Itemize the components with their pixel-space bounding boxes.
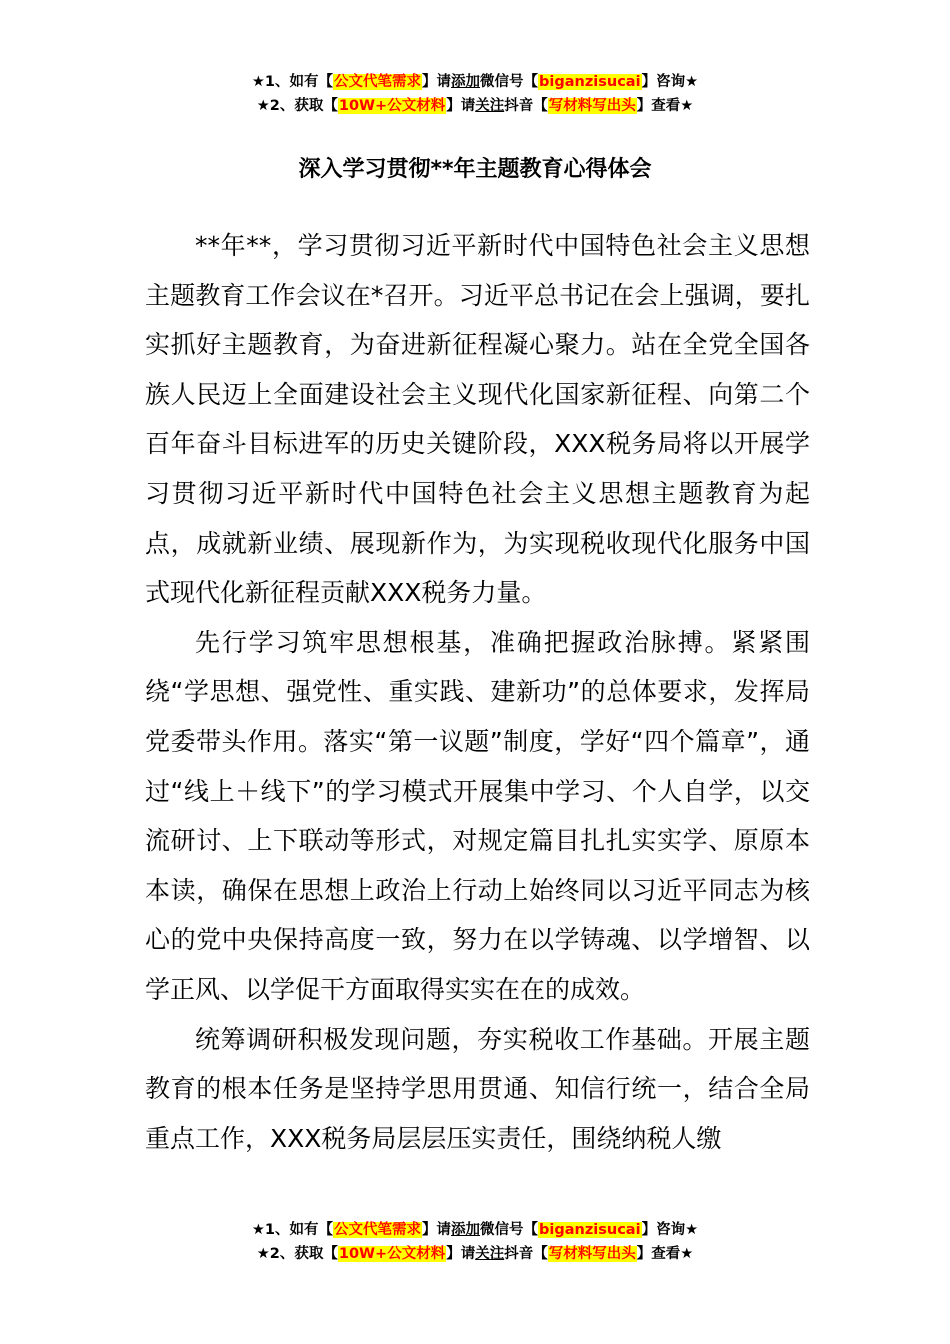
document-body	[145, 221, 810, 1163]
promo-text: 】请	[446, 98, 476, 114]
promo-text: 】请	[422, 1222, 452, 1238]
promo-text: 微信号【	[480, 1222, 539, 1238]
promo-text: ★2、获取【	[256, 1246, 338, 1262]
promo-banner-bottom	[0, 1218, 950, 1266]
promo-highlight-douyin: 写材料写出头	[548, 1246, 636, 1262]
promo-line-1	[0, 70, 950, 94]
promo-text: 】咨询★	[641, 74, 699, 90]
promo-text: 】请	[422, 74, 452, 90]
promo-underlined: 关注	[475, 1246, 505, 1262]
promo-underlined: 添加	[451, 1222, 481, 1238]
promo-underlined: 关注	[475, 98, 505, 114]
promo-text: ★1、如有【	[251, 1222, 334, 1238]
promo-banner-top	[0, 70, 950, 118]
promo-underlined: 添加	[451, 74, 481, 90]
promo-highlight-douyin: 写材料写出头	[548, 98, 636, 114]
promo-text: ★1、如有【	[251, 74, 334, 90]
body-paragraph: 先行学习筑牢思想根基，准确把握政治脉搏。紧紧围绕“学思想、强党性、重实践、建新功”的总体要求，发挥局党委带头作用。落实“第一议题”制度，学好“四个篇章”，通过“线上＋线下”的学习模式开展集中学习、个人自学，以交流研讨、上下联动等形式，对规定篇目扎扎实实学、原原本本读，确保在思想上政治上行动上始终同以习近平同志为核心的党中央保持高度一致，努力在以学铸魂、以学增智、以学正风、以学促干方面取得实实在在的成效。	[145, 627, 810, 1004]
promo-text: 抖音【	[504, 98, 548, 114]
promo-highlight: 公文代笔需求	[334, 74, 422, 90]
promo-highlight-wechat-id: biganzisucai	[539, 74, 641, 90]
promo-highlight: 10W+公文材料	[338, 1246, 446, 1262]
body-paragraph: 统筹调研积极发现问题，夯实税收工作基础。开展主题教育的根本任务是坚持学思用贯通、知信行统一，结合全局重点工作，XXX税务局层层压实责任，围绕纳税人缴	[145, 1024, 810, 1153]
promo-text: 】请	[446, 1246, 476, 1262]
promo-text: 微信号【	[480, 74, 539, 90]
promo-highlight: 10W+公文材料	[338, 98, 446, 114]
promo-line-2	[0, 1242, 950, 1266]
promo-line-2	[0, 94, 950, 118]
promo-highlight: 公文代笔需求	[334, 1222, 422, 1238]
promo-text: 】查看★	[636, 98, 694, 114]
promo-highlight-wechat-id: biganzisucai	[539, 1222, 641, 1238]
promo-text: 】咨询★	[641, 1222, 699, 1238]
body-paragraph: **年**，学习贯彻习近平新时代中国特色社会主义思想主题教育工作会议在*召开。习近平总书记在会上强调，要扎实抓好主题教育，为奋进新征程凝心聚力。站在全党全国各族人民迈上全面建设社会主义现代化国家新征程、向第二个百年奋斗目标进军的历史关键阶段，XXX税务局将以开展学习贯彻习近平新时代中国特色社会主义思想主题教育为起点，成就新业绩、展现新作为，为实现税收现代化服务中国式现代化新征程贡献XXX税务力量。	[145, 231, 810, 608]
promo-line-1	[0, 1218, 950, 1242]
document-title: 深入学习贯彻**年主题教育心得体会	[298, 157, 652, 182]
promo-text: ★2、获取【	[256, 98, 338, 114]
promo-text: 抖音【	[504, 1246, 548, 1262]
promo-text: 】查看★	[636, 1246, 694, 1262]
